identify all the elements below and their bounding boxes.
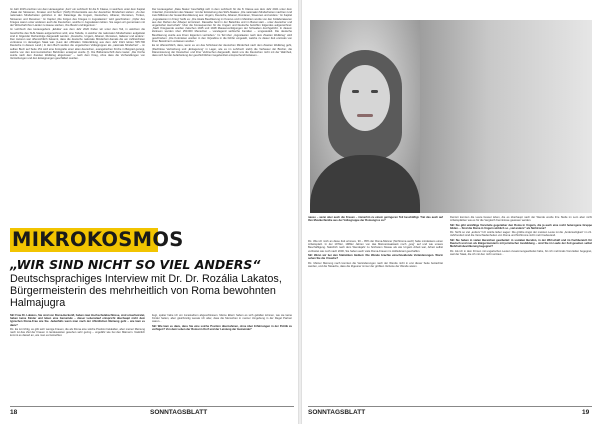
- interview-answer: RL: Es ist richtig, es gibt sehr wenige Frauen, die als Roma eine solche Position bekleiden, aber meiner Meinung nach ist das Ziel der Frauen in landesweiten gesehen sehr gering – ungefähr wie bei den Männern. Natürlich kommt es darauf an, wie man es betrachtet.: [10, 328, 145, 338]
- footer-brand: SONNTAGSBLATT: [308, 409, 366, 416]
- interview-question: SB: Frau Dr. Lakatos, Sie sind von Roma-Herkunft, haben zwei Hochschulabschlüsse, sind unverheiratet, haben keine Kinder und leben eine Gemeinde – dieser Lebenslauf entspricht überhaupt nicht dem typischen Roma-Frau wie Sie. Jedenfalls wenn man nach der öffentlichen Meinung geht – wie kam es dazu?: [10, 314, 145, 327]
- paragraph: Im Lehrbuch des Herausgebers „Edulka“ aus dem Jahr 2020 finden wir unter dem Teil, in welchem die Geschichte des SHS-Staats aufgezeichnet wird, eine Tabelle, in welcher die nationalen Minderheiten aufgelistet sind in folgender Reihenfolge dargestellt werden: „Deutsche, Ungarn, Albaner, Rumänen, Italiener und andere“. Den Autoren war offensichtlich bekannt, dass die deutsche nationale Minderheit damals die am zahlreichsten vertretene im damaligen Staat war. (Laut der offiziellen Volkszählung aus dem Jahr 1921 lebten 505.790 Deutsche in diesem Land.) In dem Buch werden die ungarischen Volksgruppen als „nationale Minderheit“ – im selben Buch auf Seite 151 wird eine Fotografie einer alten deutschen, evangelischen Kirche in Belgrad gezeigt, welche von den kommunistischen Behörden enteignet wurde (!). Die Bildunterschrift dazu lautet: „Die Kirche wurde nach dem Zweiten Weltkrieg abgerissen“ – nach dem Krieg, ohne dass die Verhandlungen von Vertreibungen und den Enteignungen geschildert wurden.: [10, 28, 145, 61]
- right-caption-question: [308, 216, 443, 238]
- interview-answer: RL: Als ich in dem Firmen mit ungarischen Leuten zusammengearbeitet habe, bin ich mehrmals Vorurteilen begegnet, weil der Staat, die ich mit den nicht vertraut...: [450, 249, 592, 256]
- page-number: 18: [10, 409, 18, 416]
- article-subheadline: Deutschsprachiges Interview mit Dr. Dr. Rozália Lakatos, Bürgermeisterin des mehrheitlich von Roma bewohnten Halmajugra: [10, 273, 282, 309]
- portrait-face: [340, 65, 390, 131]
- article-headline: „WIR SIND NICHT SO VIEL ANDERS“: [10, 257, 261, 272]
- portrait-shoulders: [310, 155, 420, 213]
- paragraph: Es ist offensichtlich, dass, wenn es um das Schicksal der deutschen Minderheit nach dem Zweiten Weltkrieg geht, (Rechtlose Vertreibung und „Einlagerung“ in Lager, wie es im Lehrbuch steht) die Verfasser der Bücher, die Dämonisierung der Deutschen und ihrer Verbrechen dargestellt, damit uns die Deutschen nicht mit der Wahrheit, dass sich bei der Aufarbeitung der geschichtlichen Gegebenheit entsprechend befassen...: [152, 44, 292, 58]
- portrait-photo: [310, 20, 420, 213]
- photo-background: [420, 20, 592, 213]
- right-column-1: [308, 240, 443, 404]
- paragraph: Der Herausgeber „Data Status“ beschäftigt sich in dem Lehrbuch für die 8. Klasse aus dem Jahr 2021 unter dem Untertitel „Konstitution des Staates“ mit der Entstehung des SHS-Staates: „Die nationalen Minderheiten machten rund zwei Millionen der Gesamtbevölkerung aus: Ungarn, Deutsche, Albaner, Rumänen, Slowenen und andere.“ Im Kapitel „Jugoslawien im Krieg“ heißt es: „Die lokale Bevölkerung im Kosovo und in Metohien wurde von den Kollaborateuren aus den Reihen der Albaner terrorisiert. Dasselbe fand in der Batschka und im Banat statt – unter deutscher und ungarischer Herrschaft.“ Über die Konsequenzen für die Ungarn und Deutsche betroffen folgendes aufgezeichnet: „Nach Kriegsende wurden zwischen 1945 und 1948 Massenverfolgungen der Schwaben durchgeführt. In diesem Zeitraum wurden über 250.000 Menschen – vorwiegend serbische Familien – umgesiedelt. Die deutsche Bevölkerung wurde aus ihrem Eigentum vertrieben.“ Im Teil über „Jugoslawien nach dem Zweiten Weltkrieg“ wird geschrieben: „Die Kolonisten wurden in den Vojvodina in die Dörfer eingeteilt, welche zu dieser Zeit erstmals von ihren Bewohnern verlassen wurden.“: [152, 8, 292, 44]
- interview-answer: Derzeit konnten die Leute besser leben, die es überhaupt nach der Wende wurde ihre Stelle im Lern aber nicht Arbeitsplätzen wie es für die Vergleich Kenntnisse gewesen werden.: [450, 216, 592, 223]
- interview-question: SB: Sie haben in vielen Bereichen gearbeitet: in sozialen Berufen, in der Wirtschaft und im Fachbereich für Deutsch und nun als Bürgermeisterin mit juristischer Ausbildung – sind Sie im Laufe der Zeit gesehen selbst Mehrheitsbevölkerung begegnet?: [450, 238, 592, 249]
- right-column-2: [450, 216, 592, 404]
- footer-rule: [308, 406, 592, 407]
- interview-answer: liegt, später habe ich ein Jurastudium abgeschlossen. Meine Eltern haben es sich gefallen können, wie sie keine Kinder hatten, aber gleichzeitig wusste ich aber, dass die Menschen in meiner Umgebung in der Regel Partner waren...: [152, 314, 292, 324]
- interview-question: SB: Sie gibt unzählige Vorurteile gegenüber den Roma in Ungarn, die ja auch eine recht heterogene Gruppe bilden. – Sind die Roma in Ungarn wirklich so „viel anders“ als Nichtroma?: [450, 223, 592, 230]
- section-banner: MIKROKOSMOS: [12, 228, 184, 251]
- paragraph: Im Jahr 2015 erschien von dem Herausgeber „Kert“ ein Lehrbuch für die 8. Klasse, in welchem unter dem Kapitel „Staat der Slowenen, Kroaten und Serben“ (SHS) Prozentsätze aus der deutschen Minderheit stehen: „Zu den nationalen Minderheiten gehörten in der Datenlage die Ungarn, Deutschen, Albaner, Rumänen, Türken, Slowenen und Russinen.“ Im Kapitel „Die Folgen des Krieges in Jugoslawien“ wird geschrieben: „Opfer des Krieges waren unter anderem auch die Deutschen, welche in Jugoslawien lebten. Sie sagen wir gemeinsam mit der Wirtschaft ihrer Länder zu Hause sterben, ihre Besitz und Eigentum.“: [10, 8, 145, 28]
- portrait-eye: [371, 90, 378, 93]
- left-column-1: [10, 8, 145, 224]
- interview-answer: RL: Nicht so viel „anders“! Ich würde lieber sagen: Die größte Angst der meisten Leute ist die „Andersartigkeit“ im 21. Jahrhundert sind die Verschiedenheiten von Roma und Nichtroma nicht mehr bedeutend.: [450, 231, 592, 238]
- portrait-mouth: [357, 114, 373, 117]
- footer-rule: [10, 406, 294, 407]
- footer-brand: SONNTAGSBLATT: [150, 409, 208, 416]
- portrait-eye: [352, 90, 359, 93]
- interview-question: SB: Wenn wir bei den Statistiken bleiben: Die Wende brachte einschneidende Veränderungen. Worin sehen Sie die Ursache?: [308, 254, 443, 261]
- interview-answer: RL: Meiner Meinung nach konnten die Veränderungen nach der Wende nicht in erst dieser Seite betrachtet werden, und die Tatsache, dass die Zigeuner immer der größten Verluste der Wende waren.: [308, 261, 443, 268]
- left-column-2: [152, 8, 292, 224]
- interview-answer: RL: Wie ich mich an diese Zeit erinnere, 90 – 95% der Roma-Männer (Nichtroma auch) hatte mindestens einen Arbeitsplatz. In der 1970er, 1980er Jahren von das Männerstaatwerk noch „jung“ auf und wie unsere Beschäftigung. Natürlich nach dem Wendejahr zu höchstem Niveau als wie Ungarn Arbeit war, Arbeit selbst verbreitet wie noch nach 2000, Sie haben auch viele Roma-Frauen im Hoflieferant geschaffen.: [308, 240, 443, 253]
- interview-column-1: [10, 314, 145, 404]
- interview-question: nauso – wenn aber auch die Frauen – immerhin zu einem geringeren Teil beschäftigt. Trat das auch auf Ihre Musikerfamilie aus der Volksgruppe der Romungros zu?: [308, 216, 443, 223]
- interview-column-2: [152, 314, 292, 404]
- interview-question: SB: Wie kam es dazu, dass Sie eine solche Position übernahmen, ohne über Erfahrungen in der Politik zu verfügen? Von dem Leben der Roma im Dorf und der Leistung der Gemeinde?: [152, 324, 292, 331]
- page-number: 19: [582, 409, 590, 416]
